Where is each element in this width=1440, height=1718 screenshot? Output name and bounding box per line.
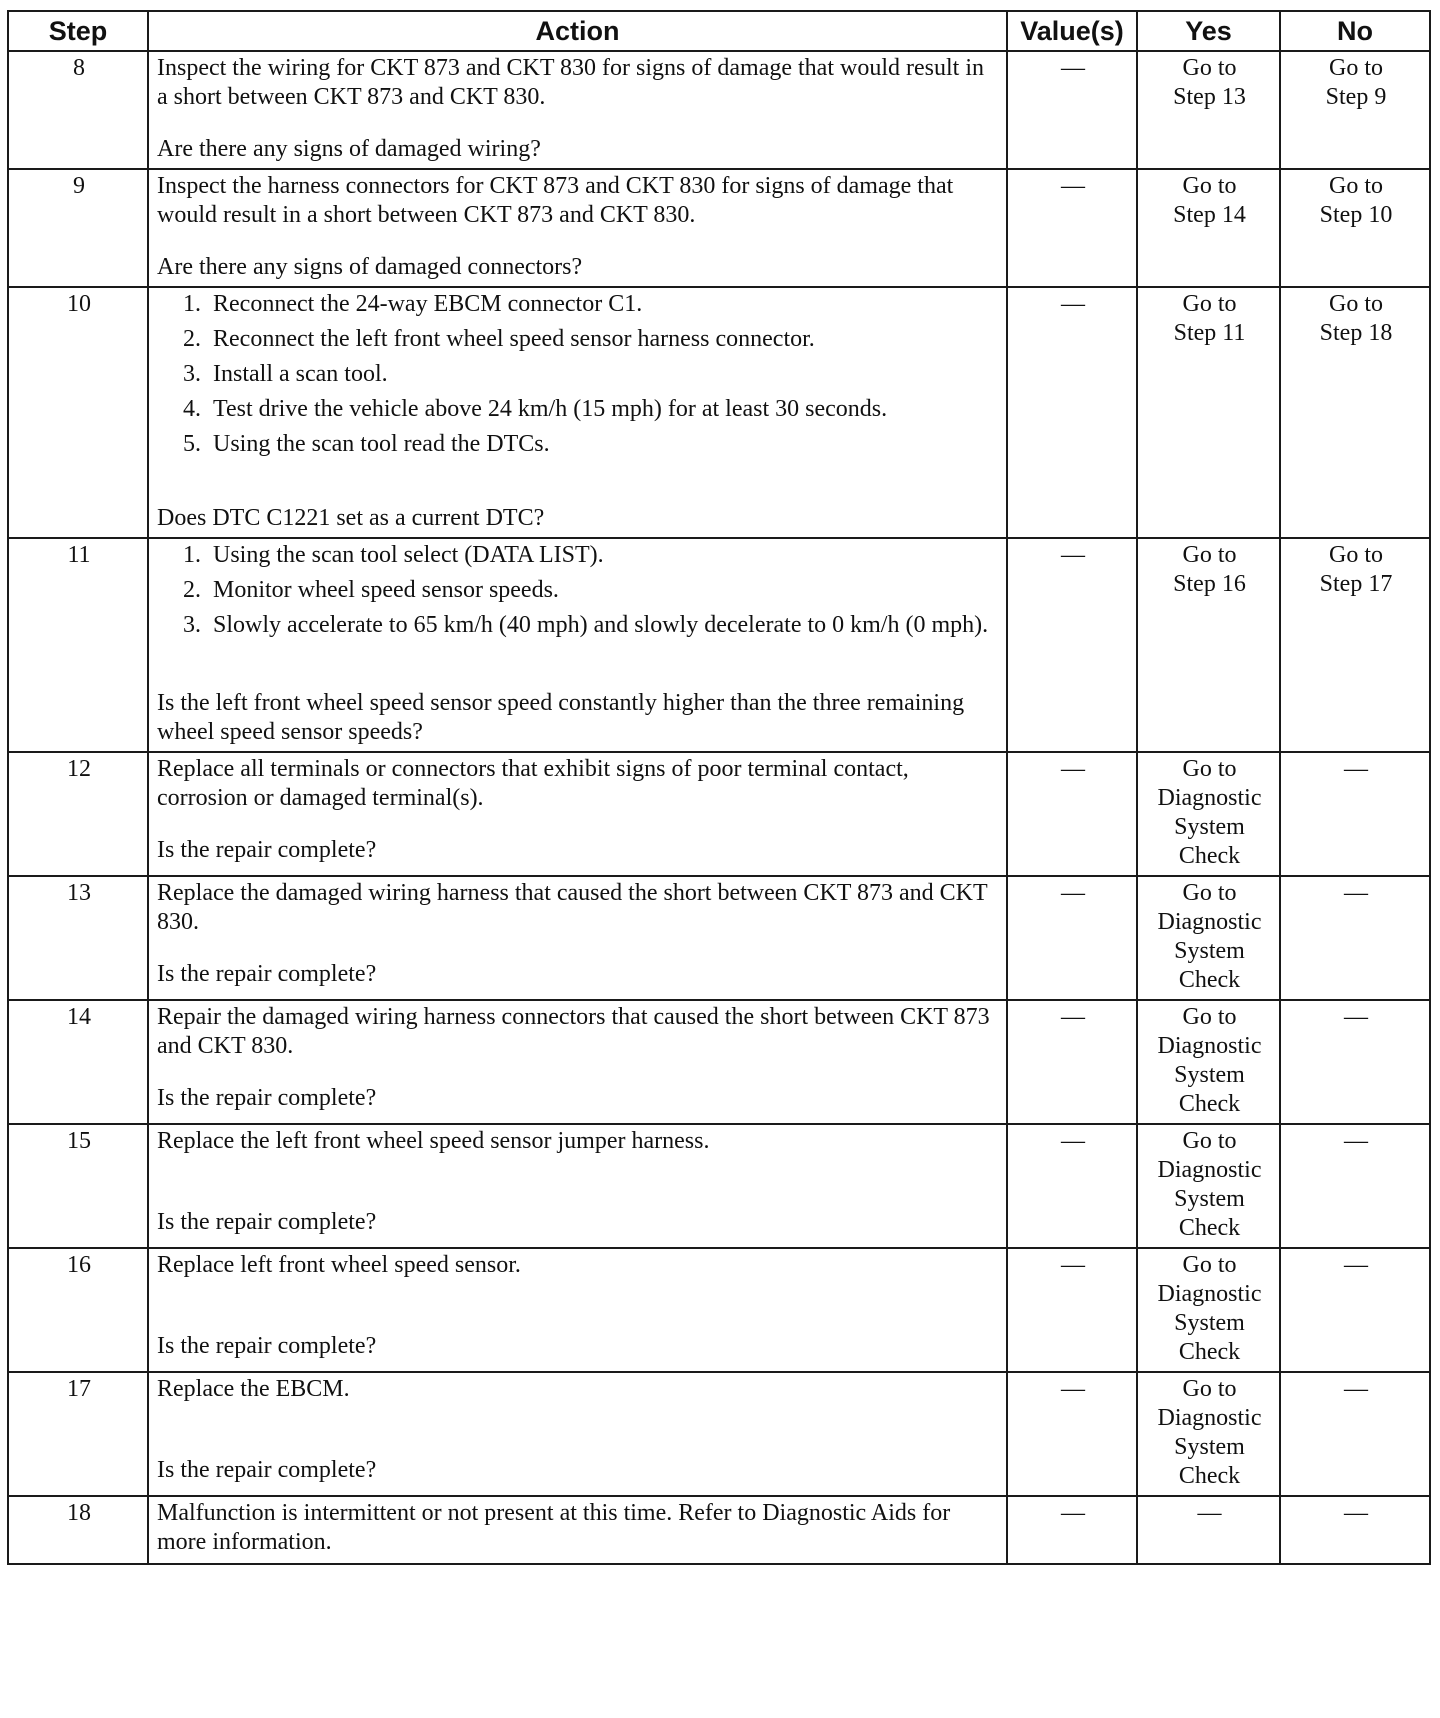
- result-line: Go to: [1182, 542, 1237, 568]
- action-instructions: [157, 1499, 1000, 1557]
- no-cell: [1280, 287, 1430, 538]
- action-instructions: [157, 1375, 1000, 1404]
- value-cell: [1007, 1372, 1137, 1496]
- result-text: —: [1061, 291, 1085, 317]
- result-line: Diagnostic: [1157, 909, 1262, 935]
- action-step-number: 5.: [183, 431, 201, 457]
- action-question: Are there any signs of damaged connectors?: [157, 254, 583, 280]
- action-step-item: [183, 541, 1000, 570]
- result-line: Go to: [1182, 1128, 1237, 1154]
- action-cell: [148, 1124, 1007, 1248]
- result-line: Check: [1178, 1463, 1241, 1489]
- step-number: 14: [67, 1004, 91, 1030]
- action-text: Replace left front wheel speed sensor.: [157, 1252, 521, 1278]
- result-line: Diagnostic: [1157, 1405, 1262, 1431]
- action-text: Inspect the harness connectors for CKT 873 and CKT 830 for signs of damage that would result in a short between CKT 873 and CKT 830.: [157, 173, 954, 228]
- result-text: —: [1061, 1252, 1085, 1278]
- step-cell: [8, 1372, 148, 1496]
- no-cell: [1280, 752, 1430, 876]
- yes-cell: [1137, 1124, 1280, 1248]
- table-row: [8, 51, 1430, 169]
- result-line: Check: [1178, 1091, 1241, 1117]
- result-text: —: [1061, 880, 1085, 906]
- result-line: Step 18: [1319, 320, 1393, 346]
- action-content: [157, 1003, 1000, 1113]
- step-number: 17: [67, 1376, 91, 1402]
- result-text: —: [1344, 880, 1368, 906]
- result-line: Check: [1178, 1339, 1241, 1365]
- yes-cell: [1137, 1372, 1280, 1496]
- result-line: Step 17: [1319, 571, 1393, 597]
- action-step-number: 2.: [183, 577, 201, 603]
- action-instructions: [157, 54, 1000, 112]
- result-line: Go to: [1182, 1376, 1237, 1402]
- result-line: Step 16: [1173, 571, 1246, 597]
- action-content: [157, 1251, 1000, 1361]
- action-step-text: Reconnect the left front wheel speed sensor harness connector.: [213, 326, 815, 352]
- action-question: Is the repair complete?: [157, 837, 377, 863]
- diagnostic-table: [7, 10, 1431, 1565]
- action-question: Is the repair complete?: [157, 1333, 377, 1359]
- action-content: [157, 1375, 1000, 1485]
- action-step-item: [183, 430, 1000, 459]
- action-question: Is the repair complete?: [157, 1457, 377, 1483]
- result-line: Go to: [1329, 291, 1383, 317]
- result-line: Step 9: [1325, 84, 1387, 110]
- yes-cell: [1137, 752, 1280, 876]
- value-cell: [1007, 876, 1137, 1000]
- no-cell: [1280, 876, 1430, 1000]
- step-cell: [8, 1248, 148, 1372]
- action-step-text: Reconnect the 24-way EBCM connector C1.: [213, 291, 643, 317]
- value-cell: [1007, 752, 1137, 876]
- result-line: Go to: [1182, 880, 1237, 906]
- result-line: Diagnostic: [1157, 1157, 1262, 1183]
- header-values: Value(s): [1007, 11, 1137, 51]
- action-text: Repair the damaged wiring harness connectors that caused the short between CKT 873 and CKT 830.: [157, 1004, 990, 1059]
- action-instructions: [157, 1127, 1000, 1156]
- action-cell: [148, 287, 1007, 538]
- step-number: 12: [67, 756, 91, 782]
- result-line: Go to: [1182, 1004, 1237, 1030]
- action-question: Does DTC C1221 set as a current DTC?: [157, 505, 545, 531]
- result-line: Go to: [1329, 542, 1383, 568]
- header-action: Action: [148, 11, 1007, 51]
- result-line: Diagnostic: [1157, 1033, 1262, 1059]
- table-row: [8, 752, 1430, 876]
- no-cell: [1280, 1248, 1430, 1372]
- action-step-number: 1.: [183, 291, 201, 317]
- action-step-number: 3.: [183, 612, 201, 638]
- action-content: [157, 172, 1000, 282]
- table-row: [8, 1000, 1430, 1124]
- result-text: —: [1061, 55, 1085, 81]
- action-text: Replace all terminals or connectors that exhibit signs of poor terminal contact, corrosion or damaged terminal(s).: [157, 756, 909, 811]
- action-cell: [148, 1496, 1007, 1564]
- action-cell: [148, 1248, 1007, 1372]
- action-content: [157, 1499, 1000, 1559]
- step-cell: [8, 876, 148, 1000]
- step-number: 18: [67, 1500, 91, 1526]
- action-instructions: [157, 541, 1000, 646]
- no-cell: [1280, 1124, 1430, 1248]
- action-step-text: Install a scan tool.: [213, 361, 388, 387]
- result-line: System: [1174, 1310, 1245, 1336]
- step-number: 8: [73, 55, 85, 81]
- action-question: Are there any signs of damaged wiring?: [157, 136, 541, 162]
- result-text: —: [1061, 1376, 1085, 1402]
- value-cell: [1007, 287, 1137, 538]
- action-instructions: [157, 879, 1000, 937]
- result-text: —: [1061, 756, 1085, 782]
- action-content: [157, 290, 1000, 533]
- result-line: Go to: [1182, 291, 1237, 317]
- result-line: Step 10: [1319, 202, 1393, 228]
- result-text: —: [1061, 1128, 1085, 1154]
- no-cell: [1280, 1000, 1430, 1124]
- result-line: Step 13: [1173, 84, 1246, 110]
- action-step-item: [183, 360, 1000, 389]
- action-question: Is the repair complete?: [157, 961, 377, 987]
- result-text: —: [1344, 1376, 1368, 1402]
- result-text: —: [1344, 1004, 1368, 1030]
- action-step-number: 4.: [183, 396, 201, 422]
- result-line: Check: [1178, 1215, 1241, 1241]
- no-cell: [1280, 538, 1430, 752]
- step-cell: [8, 538, 148, 752]
- action-cell: [148, 51, 1007, 169]
- action-step-text: Test drive the vehicle above 24 km/h (15 mph) for at least 30 seconds.: [213, 396, 888, 422]
- action-content: [157, 54, 1000, 164]
- table-row: [8, 538, 1430, 752]
- step-cell: [8, 169, 148, 287]
- result-text: —: [1197, 1500, 1222, 1526]
- action-instructions: [157, 290, 1000, 465]
- action-content: [157, 879, 1000, 989]
- action-question: Is the repair complete?: [157, 1085, 377, 1111]
- action-question: Is the left front wheel speed sensor speed constantly higher than the three remaining wheel speed sensor speeds?: [157, 690, 965, 745]
- action-text: Replace the damaged wiring harness that caused the short between CKT 873 and CKT 830.: [157, 880, 988, 935]
- step-cell: [8, 1000, 148, 1124]
- result-line: Diagnostic: [1157, 785, 1262, 811]
- result-text: —: [1061, 1500, 1085, 1526]
- yes-cell: [1137, 1000, 1280, 1124]
- result-line: Go to: [1182, 1252, 1237, 1278]
- action-instructions: [157, 1251, 1000, 1280]
- action-cell: [148, 1000, 1007, 1124]
- result-line: Step 14: [1173, 202, 1246, 228]
- value-cell: [1007, 1000, 1137, 1124]
- header-yes: Yes: [1137, 11, 1280, 51]
- table-header-row: [8, 11, 1430, 51]
- header-step: Step: [8, 11, 148, 51]
- result-line: System: [1174, 814, 1245, 840]
- yes-cell: [1137, 538, 1280, 752]
- action-text: Inspect the wiring for CKT 873 and CKT 830 for signs of damage that would result in a short between CKT 873 and CKT 830.: [157, 55, 984, 110]
- table-row: [8, 287, 1430, 538]
- yes-cell: [1137, 1496, 1280, 1564]
- value-cell: [1007, 1248, 1137, 1372]
- result-line: Check: [1178, 843, 1241, 869]
- yes-cell: [1137, 876, 1280, 1000]
- action-steps-list: [157, 541, 1000, 640]
- table-row: [8, 1496, 1430, 1564]
- result-line: Go to: [1182, 173, 1237, 199]
- value-cell: [1007, 51, 1137, 169]
- step-cell: [8, 1124, 148, 1248]
- yes-cell: [1137, 51, 1280, 169]
- table-row: [8, 876, 1430, 1000]
- value-cell: [1007, 1124, 1137, 1248]
- action-step-text: Using the scan tool read the DTCs.: [213, 431, 550, 457]
- value-cell: [1007, 538, 1137, 752]
- table-row: [8, 1248, 1430, 1372]
- action-instructions: [157, 755, 1000, 813]
- action-instructions: [157, 172, 1000, 230]
- action-cell: [148, 1372, 1007, 1496]
- result-line: Go to: [1329, 173, 1383, 199]
- step-number: 10: [67, 291, 91, 317]
- action-step-text: Slowly accelerate to 65 km/h (40 mph) and slowly decelerate to 0 km/h (0 mph).: [213, 612, 989, 638]
- action-step-item: [183, 325, 1000, 354]
- action-step-number: 1.: [183, 542, 201, 568]
- action-step-number: 2.: [183, 326, 201, 352]
- action-steps-list: [157, 290, 1000, 459]
- action-cell: [148, 538, 1007, 752]
- result-text: —: [1061, 1004, 1085, 1030]
- action-text: Replace the left front wheel speed sensor jumper harness.: [157, 1128, 710, 1154]
- step-number: 13: [67, 880, 91, 906]
- action-step-text: Using the scan tool select (DATA LIST).: [213, 542, 604, 568]
- yes-cell: [1137, 1248, 1280, 1372]
- action-question: Is the repair complete?: [157, 1209, 377, 1235]
- yes-cell: [1137, 287, 1280, 538]
- table-row: [8, 169, 1430, 287]
- table-row: [8, 1124, 1430, 1248]
- result-line: Check: [1178, 967, 1241, 993]
- yes-cell: [1137, 169, 1280, 287]
- action-content: [157, 541, 1000, 747]
- action-step-text: Monitor wheel speed sensor speeds.: [213, 577, 559, 603]
- no-cell: [1280, 1496, 1430, 1564]
- result-line: Step 11: [1173, 320, 1246, 346]
- action-cell: [148, 876, 1007, 1000]
- step-cell: [8, 752, 148, 876]
- step-cell: [8, 1496, 148, 1564]
- header-no: No: [1280, 11, 1430, 51]
- no-cell: [1280, 1372, 1430, 1496]
- action-text: Replace the EBCM.: [157, 1376, 350, 1402]
- result-line: System: [1174, 938, 1245, 964]
- step-number: 15: [67, 1128, 91, 1154]
- action-step-item: [183, 611, 1000, 640]
- result-text: —: [1344, 1252, 1368, 1278]
- value-cell: [1007, 1496, 1137, 1564]
- result-line: Go to: [1182, 55, 1237, 81]
- result-text: —: [1344, 1500, 1368, 1526]
- result-line: System: [1174, 1062, 1245, 1088]
- result-line: Diagnostic: [1157, 1281, 1262, 1307]
- result-line: Go to: [1182, 756, 1237, 782]
- result-text: —: [1061, 173, 1085, 199]
- action-cell: [148, 752, 1007, 876]
- step-cell: [8, 287, 148, 538]
- table-row: [8, 1372, 1430, 1496]
- action-content: [157, 755, 1000, 865]
- action-step-item: [183, 576, 1000, 605]
- result-line: System: [1174, 1434, 1245, 1460]
- no-cell: [1280, 169, 1430, 287]
- result-line: Go to: [1329, 55, 1383, 81]
- result-text: —: [1344, 1128, 1368, 1154]
- action-cell: [148, 169, 1007, 287]
- result-text: —: [1061, 542, 1085, 568]
- no-cell: [1280, 51, 1430, 169]
- action-step-number: 3.: [183, 361, 201, 387]
- action-content: [157, 1127, 1000, 1237]
- step-number: 9: [73, 173, 85, 199]
- step-cell: [8, 51, 148, 169]
- step-number: 16: [67, 1252, 91, 1278]
- result-line: System: [1174, 1186, 1245, 1212]
- action-instructions: [157, 1003, 1000, 1061]
- result-text: —: [1344, 756, 1368, 782]
- step-number: 11: [67, 542, 91, 568]
- value-cell: [1007, 169, 1137, 287]
- action-step-item: [183, 290, 1000, 319]
- action-text: Malfunction is intermittent or not present at this time. Refer to Diagnostic Aids for more information.: [157, 1500, 951, 1555]
- table-body: [8, 51, 1430, 1564]
- action-step-item: [183, 395, 1000, 424]
